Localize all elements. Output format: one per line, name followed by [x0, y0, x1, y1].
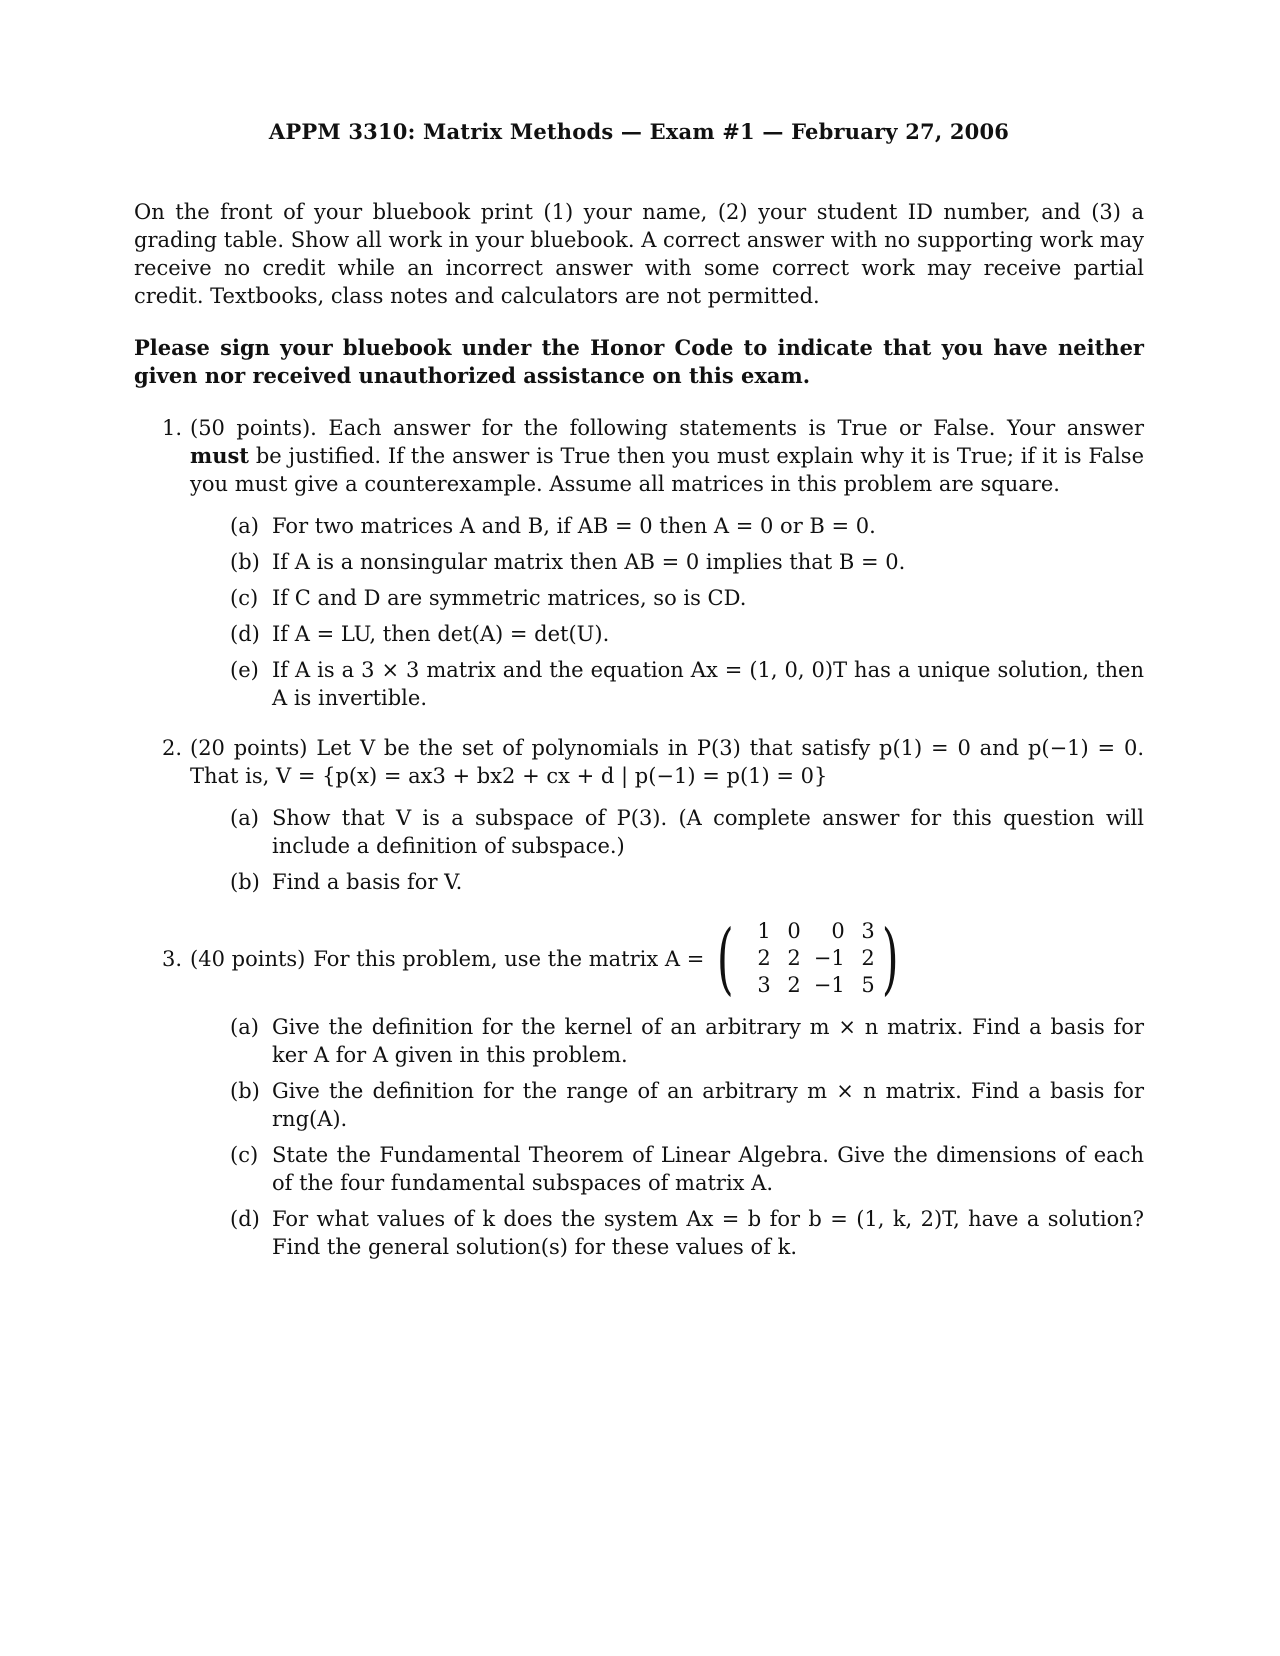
matrix-entry: 1: [757, 919, 771, 943]
part-b: [230, 868, 1144, 896]
part-e: [230, 656, 1144, 712]
part-label: (c): [230, 586, 259, 610]
part-text: If A = LU, then det(A) = det(U).: [272, 622, 610, 646]
part-text: Give the definition for the range of an arbitrary m × n matrix. Find a basis for rng(A).: [272, 1079, 1144, 1131]
part-a: [230, 512, 1144, 540]
honor-code-statement: Please sign your bluebook under the Honor Code to indicate that you have neither given nor received unauthorized assistance on this exam.: [134, 335, 1144, 388]
part-label: (b): [230, 550, 260, 574]
problem-parts: [190, 804, 1144, 896]
part-text: If A is a 3 × 3 matrix and the equation Ax = (1, 0, 0)T has a unique solution, then A is invertible.: [272, 658, 1144, 710]
part-text: Show that V is a subspace of P(3). (A complete answer for this question will include a definition of subspace.): [272, 806, 1144, 858]
part-text: If A is a nonsingular matrix then AB = 0 implies that B = 0.: [272, 550, 906, 574]
problem-2: [134, 734, 1144, 896]
part-label: (c): [230, 1143, 259, 1167]
part-label: (b): [230, 870, 260, 894]
part-c: [230, 584, 1144, 612]
part-b: [230, 1077, 1144, 1133]
part-label: (d): [230, 622, 260, 646]
part-text: Give the definition for the kernel of an arbitrary m × n matrix. Find a basis for ker A for A given in this problem.: [272, 1015, 1144, 1067]
part-a: [230, 804, 1144, 860]
problem-text: Let V be the set of polynomials in P(3) that satisfy p(1) = 0 and p(−1) = 0. That is, V = {p(x) = ax3 + bx2 + cx + d | p(−1) = p(1) = 0}: [190, 736, 1144, 788]
problem-3: [134, 913, 1144, 1261]
part-c: [230, 1141, 1144, 1197]
problem-statement: [134, 913, 1144, 1004]
problem-points: (40 points): [190, 946, 306, 971]
instructions-text: On the front of your bluebook print (1) your name, (2) your student ID number, and (3) a grading table. Show all work in your bluebook. A correct answer with no supporting work may receive no credit while an incorrect answer with some correct work may receive partial credit. Textbooks, class notes and calculators are not permitted.: [134, 200, 1144, 308]
part-label: (a): [230, 514, 259, 538]
matrix-entry: 2: [787, 973, 801, 997]
problem-number: 1.: [162, 416, 183, 440]
matrix-entry: 5: [861, 973, 875, 997]
matrix-entry: 3: [757, 973, 771, 997]
part-label: (a): [230, 806, 259, 830]
part-label: (b): [230, 1079, 260, 1103]
problem-statement: [190, 414, 1144, 498]
left-paren: (: [717, 913, 734, 1004]
matrix-entry: 0: [787, 919, 801, 943]
part-text: If C and D are symmetric matrices, so is CD.: [272, 586, 747, 610]
part-a: [230, 1013, 1144, 1069]
exam-page: [134, 118, 1144, 1283]
part-text: Find a basis for V.: [272, 870, 463, 894]
problem-points: (20 points): [190, 736, 308, 760]
problem-parts: [190, 512, 1144, 712]
problem-text-emphasis: must: [190, 443, 250, 468]
part-text: State the Fundamental Theorem of Linear Algebra. Give the dimensions of each of the four fundamental subspaces of matrix A.: [272, 1143, 1144, 1195]
problem-text-end: be justified. If the answer is True then you must explain why it is True; if it is False you must give a counterexample. Assume all matrices in this problem are square.: [190, 444, 1144, 496]
problem-statement: [190, 734, 1144, 790]
matrix-entries: [741, 918, 875, 999]
problem-points: (50 points).: [190, 416, 317, 440]
problem-text-start: Each answer for the following statements is True or False. Your answer: [328, 416, 1144, 440]
problem-1: [134, 414, 1144, 712]
problem-text: For this problem, use the matrix A =: [313, 946, 705, 971]
part-d: [230, 620, 1144, 648]
right-paren: ): [881, 913, 899, 1004]
matrix-entry: −1: [813, 946, 845, 970]
part-d: [230, 1205, 1144, 1261]
problem-number: 2.: [162, 736, 183, 760]
matrix-entry: 2: [757, 946, 771, 970]
problem-number: 3.: [162, 946, 183, 971]
part-b: [230, 548, 1144, 576]
problem-parts: [190, 1013, 1144, 1261]
matrix-entry: 2: [787, 946, 801, 970]
part-text: For what values of k does the system Ax = b for b = (1, k, 2)T, have a solution? Find the general solution(s) for these values of k.: [272, 1207, 1144, 1259]
matrix-entry: 0: [831, 919, 845, 943]
matrix-entry: 3: [861, 919, 875, 943]
matrix-a: [710, 913, 905, 1004]
part-label: (d): [230, 1207, 260, 1231]
matrix-entry: 2: [861, 946, 875, 970]
part-label: (e): [230, 658, 259, 682]
matrix-entry: −1: [813, 973, 845, 997]
exam-title: APPM 3310: Matrix Methods — Exam #1 — February 27, 2006: [268, 119, 1010, 144]
part-text: For two matrices A and B, if AB = 0 then A = 0 or B = 0.: [272, 514, 876, 538]
part-label: (a): [230, 1015, 259, 1039]
